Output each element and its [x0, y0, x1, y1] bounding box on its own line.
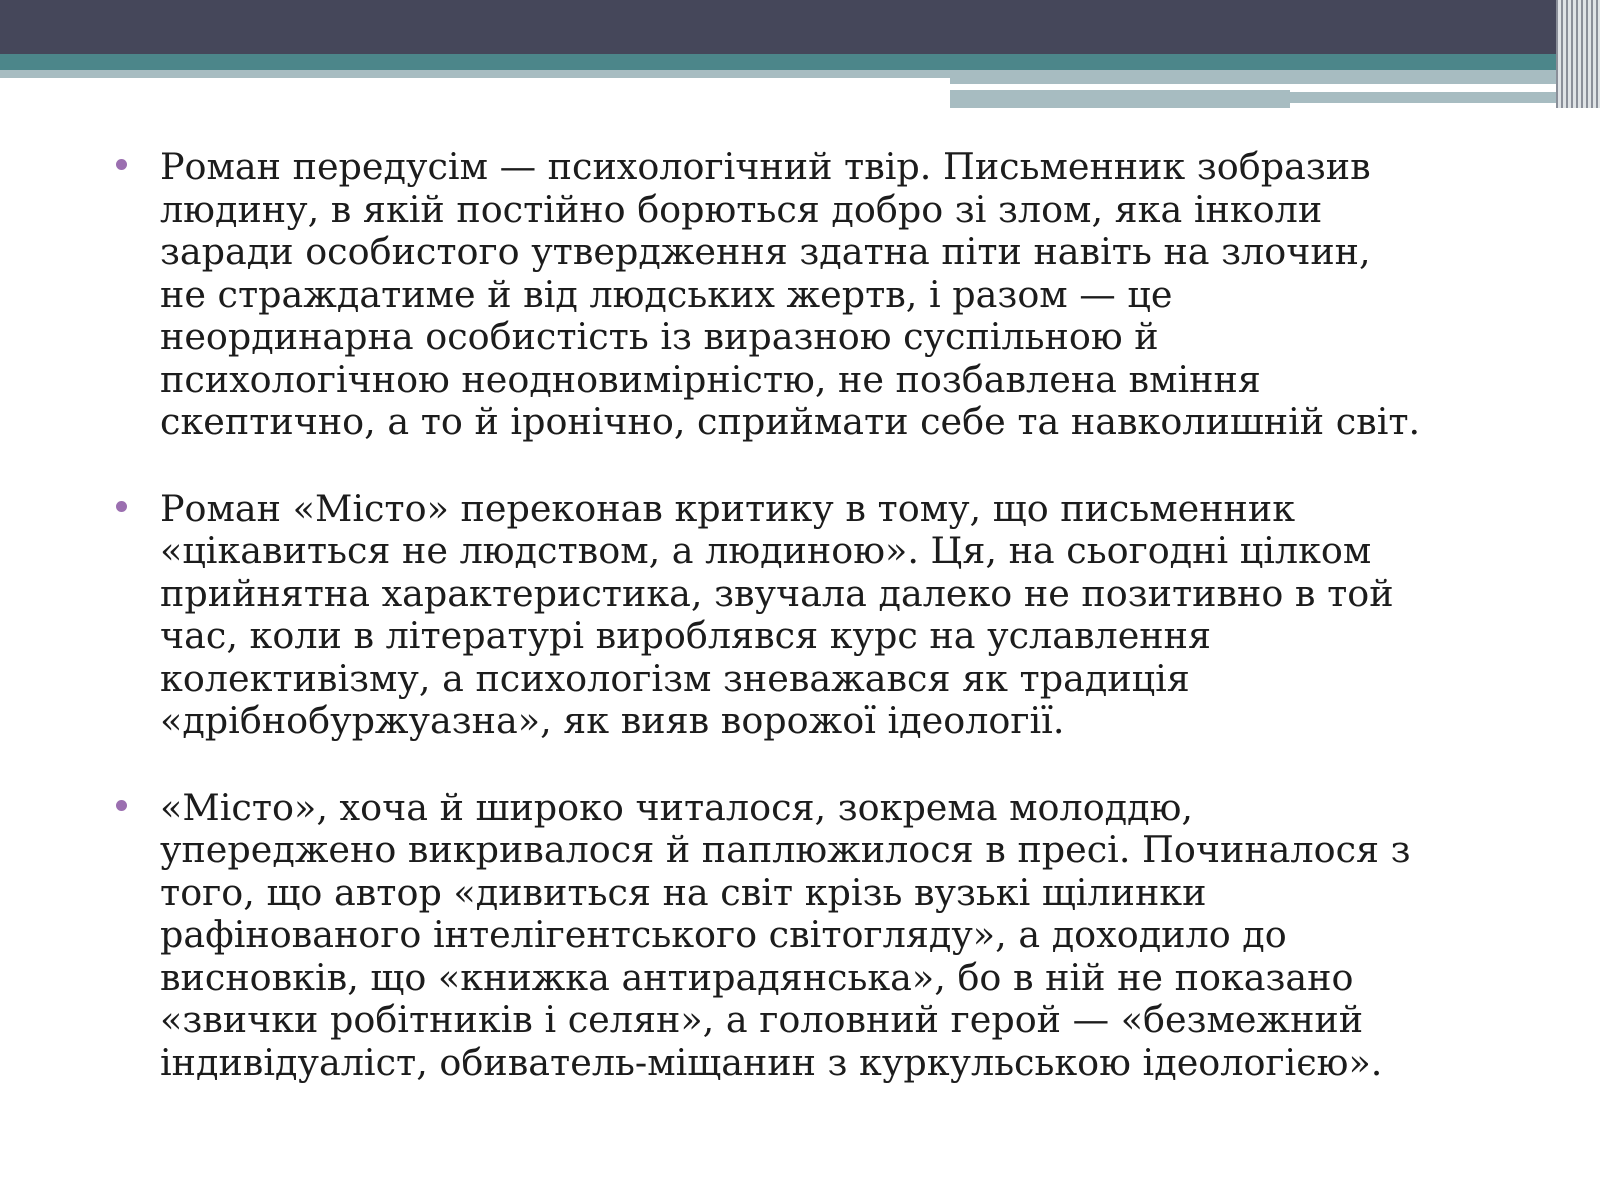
slide-content: [112, 146, 1542, 1128]
header-band-gray-lower-right: [1290, 92, 1600, 103]
header-band-gray-right: [950, 70, 1600, 84]
header-band-dark: [0, 0, 1600, 54]
bullet-icon: [116, 501, 127, 512]
bullet-icon: [116, 159, 127, 170]
bullet-item: [112, 146, 1542, 444]
bullet-icon: [116, 800, 127, 811]
bullet-item: [112, 488, 1542, 743]
bullet-text: Роман передусім — психологічний твір. Письменник зобразив людину, в якій постійно борються добро зі злом, яка інколи заради особистого утвердження здатна піти навіть на злочин, не страждатиме й від людських жертв, і разом — це неординарна особистість із виразною суспільною й психологічною неодновимірністю, не позбавлена вміння скептично, а то й іронічно, сприймати себе та навколишній світ.: [160, 145, 1421, 443]
header-edge-stripes: [1556, 0, 1600, 108]
header-band-gray-lower: [950, 90, 1290, 108]
header-band-teal: [0, 54, 1600, 70]
header-band-gray-left: [0, 70, 950, 78]
bullet-item: [112, 787, 1542, 1085]
bullet-text: Роман «Місто» переконав критику в тому, що письменник «цікавиться не людством, а людиною». Ця, на сьогодні цілком прийнятна характеристика, звучала далеко не позитивно в той час, коли в літературі вироблявся курс на уславлення колективізму, а психологізм зневажався як традиція «дрібнобуржуазна», як вияв ворожої ідеології.: [160, 486, 1394, 742]
bullet-text: «Місто», хоча й широко читалося, зокрема молоддю, упереджено викривалося й паплюжилося в пресі. Починалося з того, що автор «дивиться на світ крізь вузькі щілинки рафінованого інтелігентського світогляду», а доходило до висновків, що «книжка антирадянська», бо в ній не показано «звички робітників і селян», а головний герой — «безмежний індивідуаліст, обиватель-міщанин з куркульською ідеологією».: [160, 785, 1411, 1084]
